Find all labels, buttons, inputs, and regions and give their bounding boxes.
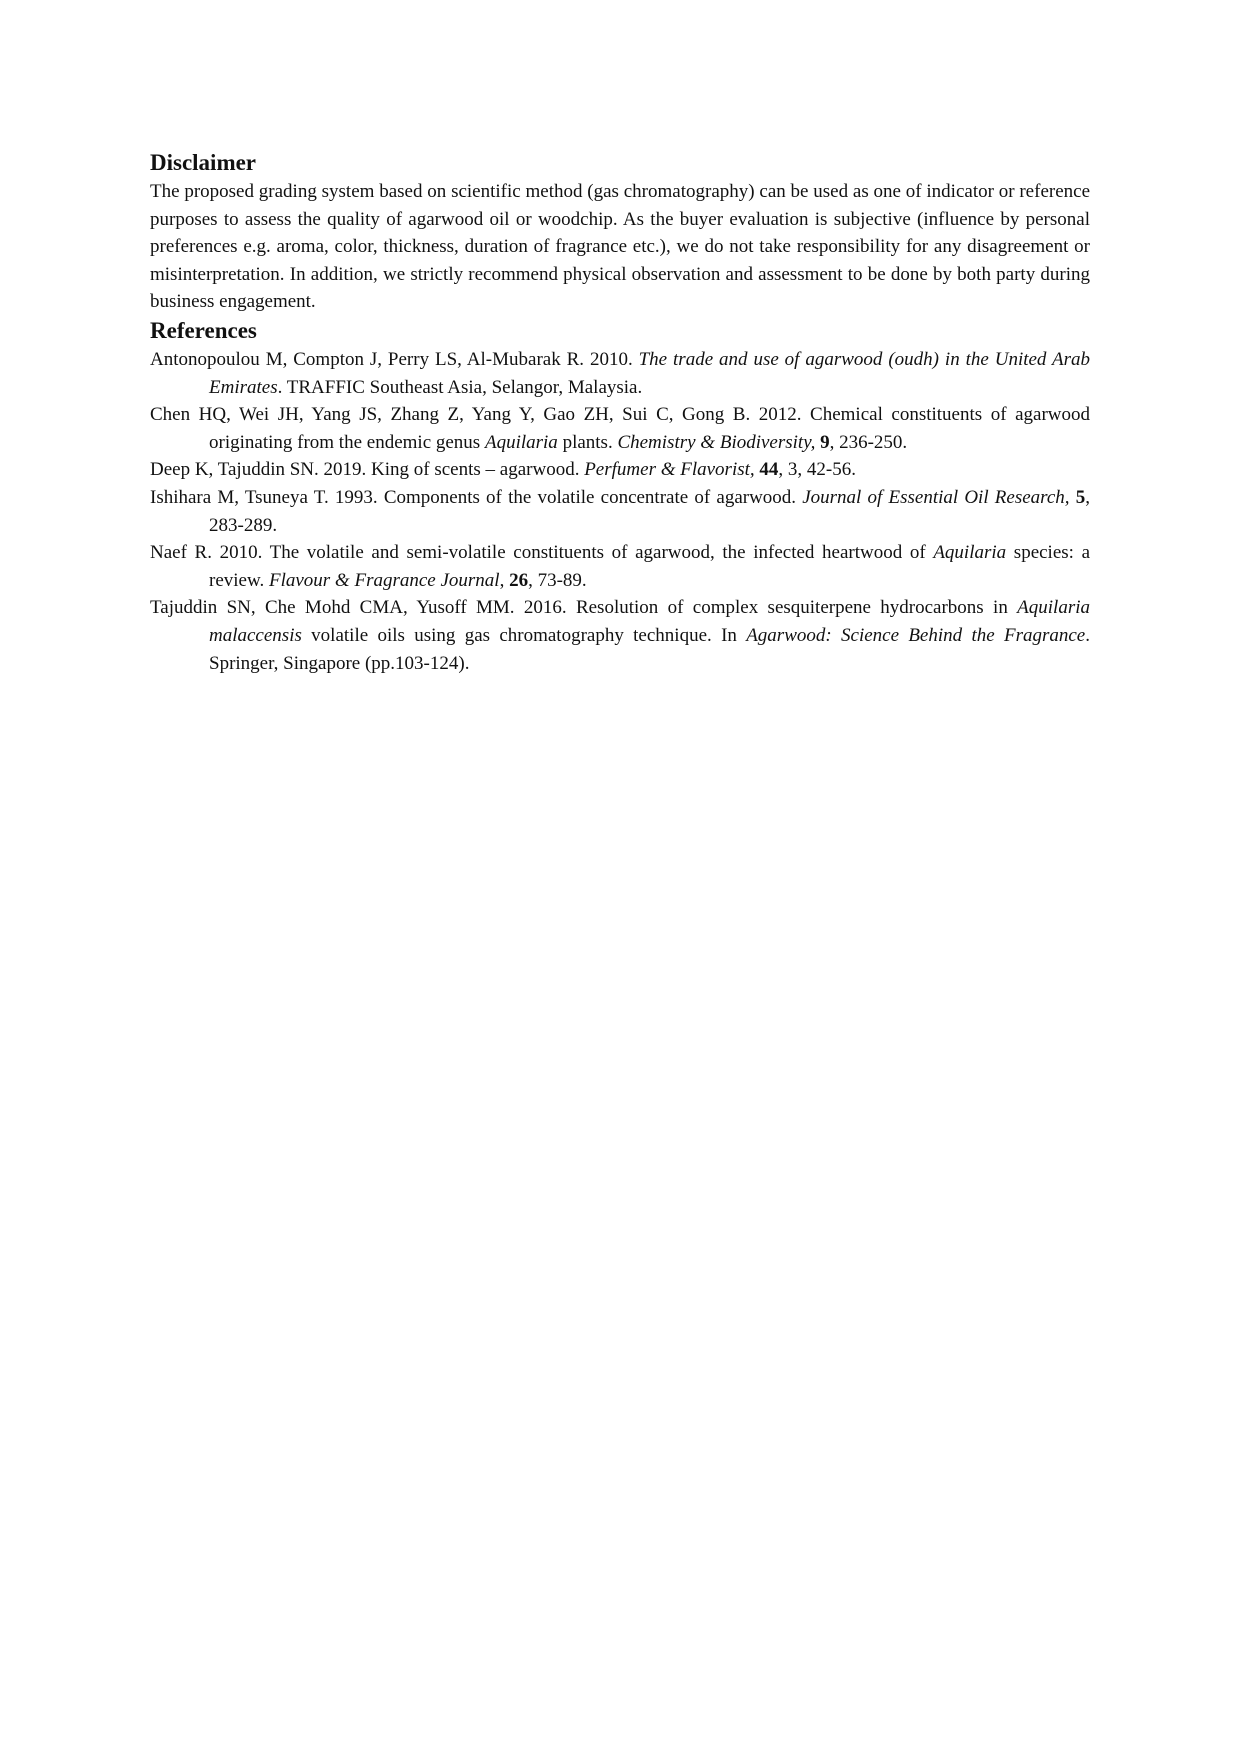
reference-list <box>150 346 1090 677</box>
ref-journal: Perfumer & Flavorist, <box>584 459 755 481</box>
references-heading: References <box>150 317 257 343</box>
ref-pages: , 3, 42-56. <box>778 459 856 481</box>
ref-pages: , 73-89. <box>528 569 587 591</box>
ref-authors: Antonopoulou M, Compton J, Perry LS, Al-Mubarak R. 2010. <box>150 348 639 370</box>
ref-species: Aquilaria malaccensis <box>209 597 1090 646</box>
ref-separator: , <box>499 569 510 591</box>
ref-book-title: Agarwood: Science Behind the Fragrance <box>746 624 1086 646</box>
ref-title: The trade and use of agarwood (oudh) in the United Arab Emirates <box>209 348 1090 398</box>
ref-text: volatile oils using gas chromatography technique. In <box>301 624 747 646</box>
reference-item <box>150 346 1090 401</box>
ref-authors: Naef R. 2010. The volatile and semi-volatile constituents of agarwood, the infected heartwood of <box>150 542 934 564</box>
disclaimer-body: The proposed grading system based on scientific method (gas chromatography) can be used as one of indicator or reference purposes to assess the quality of agarwood oil or woodchip. As the buyer evaluation is subjective (influence by personal preferences e.g. aroma, color, thickness, duration of fragrance etc.), we do not take responsibility for any disagreement or misinterpretation. In addition, we strictly recommend physical observation and assessment to be done by both party during business engagement. <box>150 181 1090 313</box>
ref-text: plants. <box>557 431 618 453</box>
reference-item <box>150 456 1090 484</box>
ref-authors: Tajuddin SN, Che Mohd CMA, Yusoff MM. 2016. Resolution of complex sesquiterpene hydrocarbons in <box>150 597 1018 619</box>
reference-item <box>150 539 1090 594</box>
ref-volume: 44 <box>759 459 779 481</box>
document-page <box>150 148 1090 677</box>
ref-authors: Ishihara M, Tsuneya T. 1993. Components of the volatile concentrate of agarwood. <box>150 486 803 508</box>
reference-item <box>150 401 1090 456</box>
ref-authors: Deep K, Tajuddin SN. 2019. King of scents – agarwood. <box>150 459 585 481</box>
reference-item <box>150 484 1090 539</box>
disclaimer-heading: Disclaimer <box>150 150 257 175</box>
ref-volume: 9 <box>820 431 830 453</box>
ref-publisher: . Springer, Singapore (pp.103-124). <box>209 624 1090 674</box>
ref-journal: Chemistry & Biodiversity, <box>617 431 816 453</box>
ref-journal: Journal of Essential Oil Research, <box>802 486 1070 508</box>
ref-genus: Aquilaria <box>484 431 558 453</box>
ref-volume: 5 <box>1075 486 1086 508</box>
ref-pages: , 236-250. <box>829 431 908 453</box>
ref-genus: Aquilaria <box>933 542 1007 564</box>
ref-publisher: . TRAFFIC Southeast Asia, Selangor, Malaysia. <box>277 376 643 398</box>
reference-item <box>150 594 1090 677</box>
ref-authors: Chen HQ, Wei JH, Yang JS, Zhang Z, Yang Y, Gao ZH, Sui C, Gong B. 2012. Chemical constituents of agarwood originating from the endemic genus <box>150 404 1090 453</box>
ref-text: species: a review. <box>209 542 1090 591</box>
ref-pages: , 283-289. <box>209 486 1090 536</box>
ref-volume: 26 <box>509 569 529 591</box>
ref-journal: Flavour & Fragrance Journal <box>268 569 500 591</box>
